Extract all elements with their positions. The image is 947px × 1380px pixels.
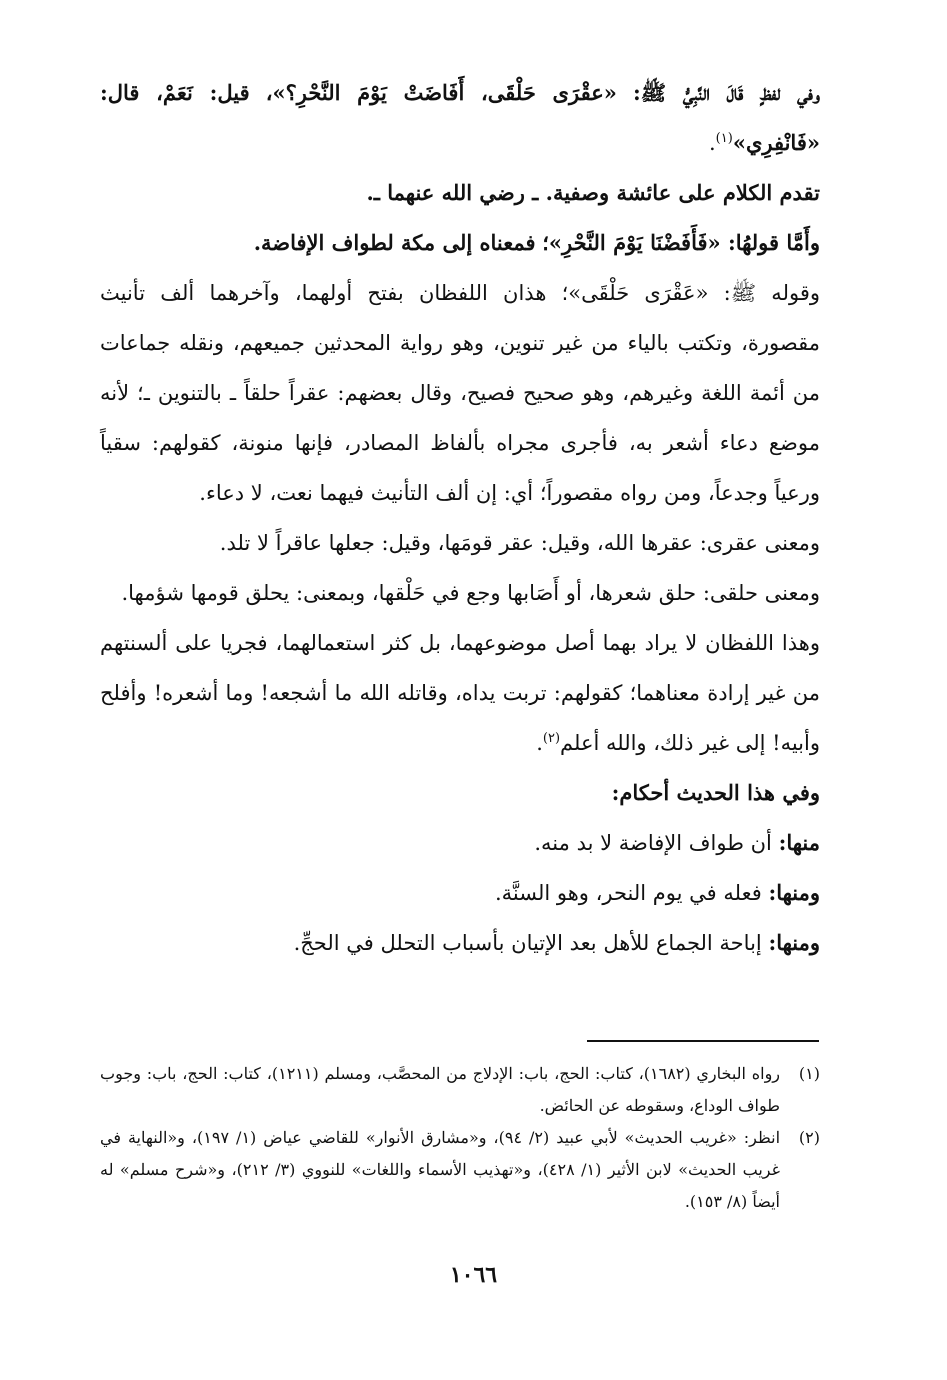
paragraph-3-rest: فمعناه إلى مكة لطواف الإفاضة. [253, 230, 536, 255]
ruling-2 [100, 868, 820, 918]
paragraph-7 [100, 618, 820, 768]
ruling-1 [100, 818, 820, 868]
paragraph-4: وقوله ﷺ: «عَقْرَى حَلْقَى»؛ هذان اللفظان بفتح أولهما، وآخرهما ألف تأنيث مقصورة، وتكتب بالياء من غير تنوين، وهو رواية المحدثين جميعهم، ونقله جماعات من أئمة اللغة وغيرهم، وهو صحيح فصيح، وقال بعضهم: عقراً حلقاً ـ بالتنوين ـ؛ لأنه موضع دعاء أشعر به، فأجرى مجراه بألفاظ المصادر، فإنها منونة، كقولهم: سقياً ورعياً وجدعاً، ومن رواه مقصوراً؛ أي: إن ألف التأنيث فيهما نعت، لا دعاء. [100, 281, 820, 505]
paragraph-5: ومعنى عقرى: عقرها الله، وقيل: عقر قومَها، وقيل: جعلها عاقراً لا تلد. [219, 531, 820, 555]
footnote-1-number: (١) [798, 1064, 820, 1083]
paragraph-7-end: . [536, 731, 543, 755]
paragraph-1-lead: وفي لفظٍ قَالَ النَّبِيُّ ﷺ: [632, 80, 820, 105]
paragraph-1-rest: قيل: نَعَمْ، قال: «فَانْفِرِي» [100, 80, 820, 155]
ruling-1-label: منها: [778, 830, 820, 855]
rulings-heading: وفي هذا الحديث أحكام: [611, 780, 820, 805]
ruling-3 [100, 918, 820, 968]
footnote-ref-1: (١) [715, 131, 733, 146]
footnotes [100, 1058, 820, 1218]
paragraph-3 [100, 218, 820, 268]
paragraph-3-lead: وأَمَّا قولهُا: «فَأَفَضْنَا يَوْمَ النَّحْرِ»؛ [542, 230, 820, 255]
ruling-1-text: أن طواف الإفاضة لا بد منه. [534, 831, 772, 855]
ruling-2-text: فعله في يوم النحر، وهو السنَّة. [494, 881, 762, 905]
paragraph-2: تقدم الكلام على عائشة وصفية. ـ رضي الله عنهما ـ. [366, 180, 820, 205]
paragraph-1-end: . [708, 131, 716, 155]
footnote-2-text: انظر: «غريب الحديث» لأبي عبيد (٢/ ٩٤)، و«مشارق الأنوار» للقاضي عياض (١/ ١٩٧)، و«النهاية في غريب الحديث» لابن الأثير (١/ ٤٢٨)، و«تهذيب الأسماء واللغات» للنووي (٣/ ٢١٢)، و«شرح مسلم» له أيضاً (٨/ ١٥٣). [100, 1128, 781, 1211]
ruling-3-text: إباحة الجماع للأهل بعد الإتيان بأسباب التحلل في الحجِّ. [293, 931, 762, 955]
ruling-3-label: ومنها: [768, 930, 820, 955]
paragraph-1 [100, 68, 820, 168]
main-text [100, 68, 820, 968]
footnote-ref-2: (٢) [542, 731, 561, 746]
footnote-2 [100, 1122, 820, 1218]
footnote-divider [587, 1040, 819, 1042]
footnote-1-text: رواه البخاري (١٦٨٢)، كتاب: الحج، باب: الإدلاج من المحصَّب، ومسلم (١٢١١)، كتاب: الحج، باب: وجوب طواف الوداع، وسقوطه عن الحائض. [100, 1064, 781, 1115]
ruling-2-label: ومنها: [768, 880, 820, 905]
footnote-2-number: (٢) [798, 1128, 820, 1147]
page-number: ١٠٦٦ [449, 1262, 498, 1288]
paragraph-6: ومعنى حلقى: حلق شعرها، أو أَصَابها وجع في حَلْقها، وبمعنى: يحلق قومها شؤمها. [121, 581, 820, 605]
paragraph-7-text: وهذا اللفظان لا يراد بهما أصل موضوعهما، بل كثر استعمالهما، فجريا على ألسنتهم من غير إرادة معناهما؛ كقولهم: تربت يداه، وقاتله الله ما أشجعه! وما أشعره! وأفلح وأبيه! إلى غير ذلك، والله أعلم [100, 631, 820, 755]
footnote-1 [100, 1058, 820, 1122]
paragraph-1-quote: «عقْرَى حَلْقَى، أَفَاضَتْ يَوْمَ النَّحْرِ؟»، [265, 80, 617, 105]
